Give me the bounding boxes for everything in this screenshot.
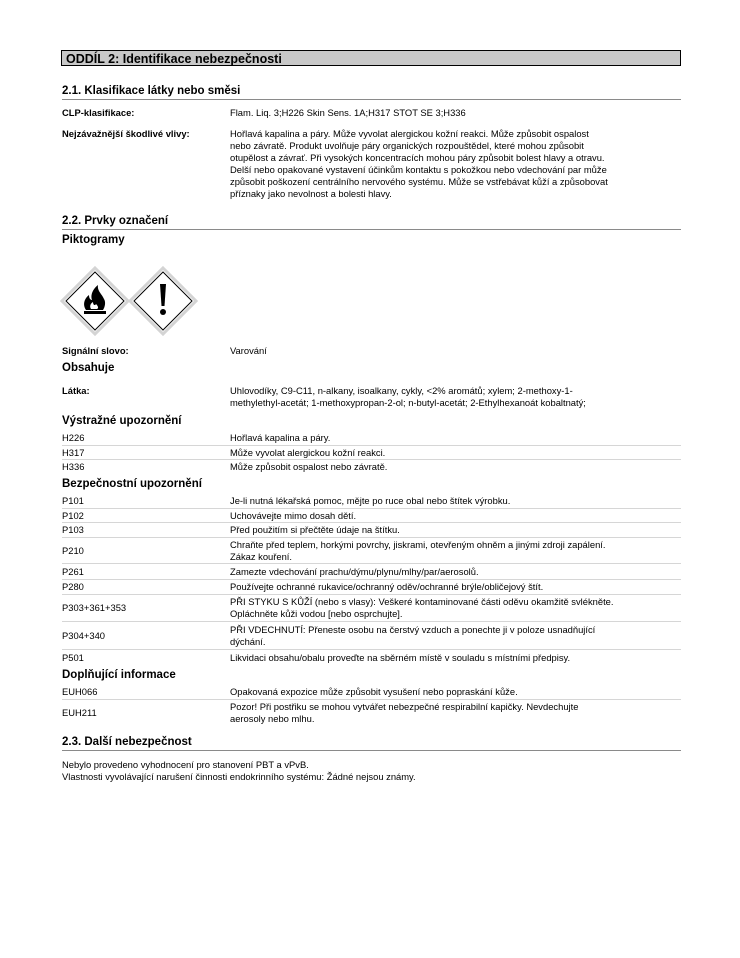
row-divider — [62, 621, 681, 622]
precaution-text: Je-li nutná lékařská pomoc, mějte po ruce obal nebo štítek výrobku. — [230, 495, 511, 506]
precaution-code: P280 — [62, 581, 84, 592]
signal-word-value: Varování — [230, 345, 267, 356]
precaution-code: P101 — [62, 495, 84, 506]
precautionary-statements-title: Bezpečnostní upozornění — [62, 478, 202, 490]
row-divider — [62, 537, 681, 538]
substance-text — [230, 385, 682, 409]
precaution-text — [230, 539, 682, 563]
section-header: ODDÍL 2: Identifikace nebezpečnosti — [61, 50, 681, 66]
supplemental-line: Pozor! Při postřiku se mohou vytvářet nebezpečné respirabilní kapičky. Nevdechujte — [230, 701, 579, 712]
row-divider — [62, 445, 681, 446]
pictograms-title: Piktogramy — [62, 234, 125, 246]
precaution-line: dýchání. — [230, 636, 266, 647]
effects-line: příznaky jako nevolnost a bolesti hlavy. — [230, 188, 392, 199]
precaution-text: Před použitím si přečtěte údaje na štítku. — [230, 524, 400, 535]
clp-value: Flam. Liq. 3;H226 Skin Sens. 1A;H317 STOT SE 3;H336 — [230, 107, 466, 118]
precaution-text: Uchovávejte mimo dosah dětí. — [230, 510, 357, 521]
precaution-code: P102 — [62, 510, 84, 521]
clp-label: CLP-klasifikace: — [62, 107, 135, 118]
exclamation-mark-icon — [128, 266, 198, 336]
hazard-text: Může vyvolat alergickou kožní reakci. — [230, 447, 386, 458]
precaution-line: PŘI STYKU S KŮŽÍ (nebo s vlasy): Veškeré kontaminované části oděvu okamžitě svlékněte. — [230, 596, 614, 607]
row-divider — [62, 522, 681, 523]
effects-line: Hořlavá kapalina a páry. Může vyvolat alergickou kožní reakci. Může způsobit ospalost — [230, 128, 589, 139]
other-hazards-line: Nebylo provedeno vyhodnocení pro stanovení PBT a vPvB. — [62, 759, 309, 770]
precaution-text: Likvidaci obsahu/obalu proveďte na sběrném místě v souladu s místními předpisy. — [230, 652, 571, 663]
substance-line: methylethyl-acetát; 1-methoxypropan-2-ol; n-butyl-acetát; 2-Ethylhexanoát kobaltnatý; — [230, 397, 586, 408]
row-divider — [62, 459, 681, 460]
row-divider — [62, 563, 681, 564]
contains-title: Obsahuje — [62, 362, 115, 374]
other-hazards-text — [62, 759, 681, 783]
supplemental-code: EUH066 — [62, 686, 98, 697]
supplemental-info-title: Doplňující informace — [62, 669, 176, 681]
supplemental-line: aerosoly nebo mlhu. — [230, 713, 315, 724]
substance-label: Látka: — [62, 385, 90, 396]
row-divider — [62, 594, 681, 595]
effects-line: Delší nebo opakované vystavení účinkům kontaktu s pokožkou nebo vdechování par může — [230, 164, 607, 175]
hazard-statements-title: Výstražné upozornění — [62, 415, 182, 427]
row-divider — [62, 649, 681, 650]
precaution-code: P501 — [62, 652, 84, 663]
precaution-code: P304+340 — [62, 630, 106, 641]
precaution-text — [230, 624, 682, 648]
precaution-line: Zákaz kouření. — [230, 551, 293, 562]
precaution-text: Zamezte vdechování prachu/dýmu/plynu/mlhy/par/aerosolů. — [230, 566, 479, 577]
substance-line: Uhlovodíky, C9-C11, n-alkany, isoalkany, cykly, <2% aromátů; xylem; 2-methoxy-1- — [230, 385, 573, 396]
hazard-code: H317 — [62, 447, 85, 458]
effects-line: otupělost a závrať. Při vysokých koncentracích mohou páry způsobit bolest hlavy a otravu. — [230, 152, 605, 163]
hazard-text: Může způsobit ospalost nebo závratě. — [230, 461, 388, 472]
supplemental-text: Opakovaná expozice může způsobit vysušení nebo popraskání kůže. — [230, 686, 518, 697]
subsection-2-3-title: 2.3. Další nebezpečnost — [62, 735, 681, 751]
effects-line: způsobit poškození centrálního nervového systému. Může se vstřebávat kůží a způsobovat — [230, 176, 608, 187]
precaution-code: P261 — [62, 566, 84, 577]
precaution-code: P103 — [62, 524, 84, 535]
precaution-code: P303+361+353 — [62, 602, 127, 613]
flame-icon — [60, 266, 130, 336]
hazard-text: Hořlavá kapalina a páry. — [230, 432, 331, 443]
subsection-2-1-title: 2.1. Klasifikace látky nebo směsi — [62, 84, 681, 100]
supplemental-text — [230, 701, 682, 725]
other-hazards-line: Vlastnosti vyvolávající narušení činnosti endokrinního systému: Žádné nejsou známy. — [62, 771, 416, 782]
hazard-code: H226 — [62, 432, 85, 443]
row-divider — [62, 508, 681, 509]
effects-text — [230, 128, 682, 200]
effects-line: nebo závratě. Produkt uvolňuje páry organických rozpouštědel, které mohou způsobit — [230, 140, 584, 151]
supplemental-code: EUH211 — [62, 707, 97, 718]
precaution-line: Chraňte před teplem, horkými povrchy, jiskrami, otevřeným ohněm a jinými zdroji zapálení. — [230, 539, 606, 550]
precaution-code: P210 — [62, 545, 84, 556]
precaution-line: PŘI VDECHNUTÍ: Přeneste osobu na čerstvý vzduch a ponechte ji v poloze usnadňující — [230, 624, 596, 635]
hazard-code: H336 — [62, 461, 85, 472]
subsection-2-2-title: 2.2. Prvky označení — [62, 214, 681, 230]
row-divider — [62, 699, 681, 700]
precaution-text: Používejte ochranné rukavice/ochranný oděv/ochranné brýle/obličejový štít. — [230, 581, 544, 592]
effects-label: Nejzávažnější škodlivé vlivy: — [62, 128, 190, 139]
row-divider — [62, 579, 681, 580]
precaution-line: Opláchněte kůži vodou [nebo osprchujte]. — [230, 608, 403, 619]
signal-word-label: Signální slovo: — [62, 345, 129, 356]
precaution-text — [230, 596, 682, 620]
